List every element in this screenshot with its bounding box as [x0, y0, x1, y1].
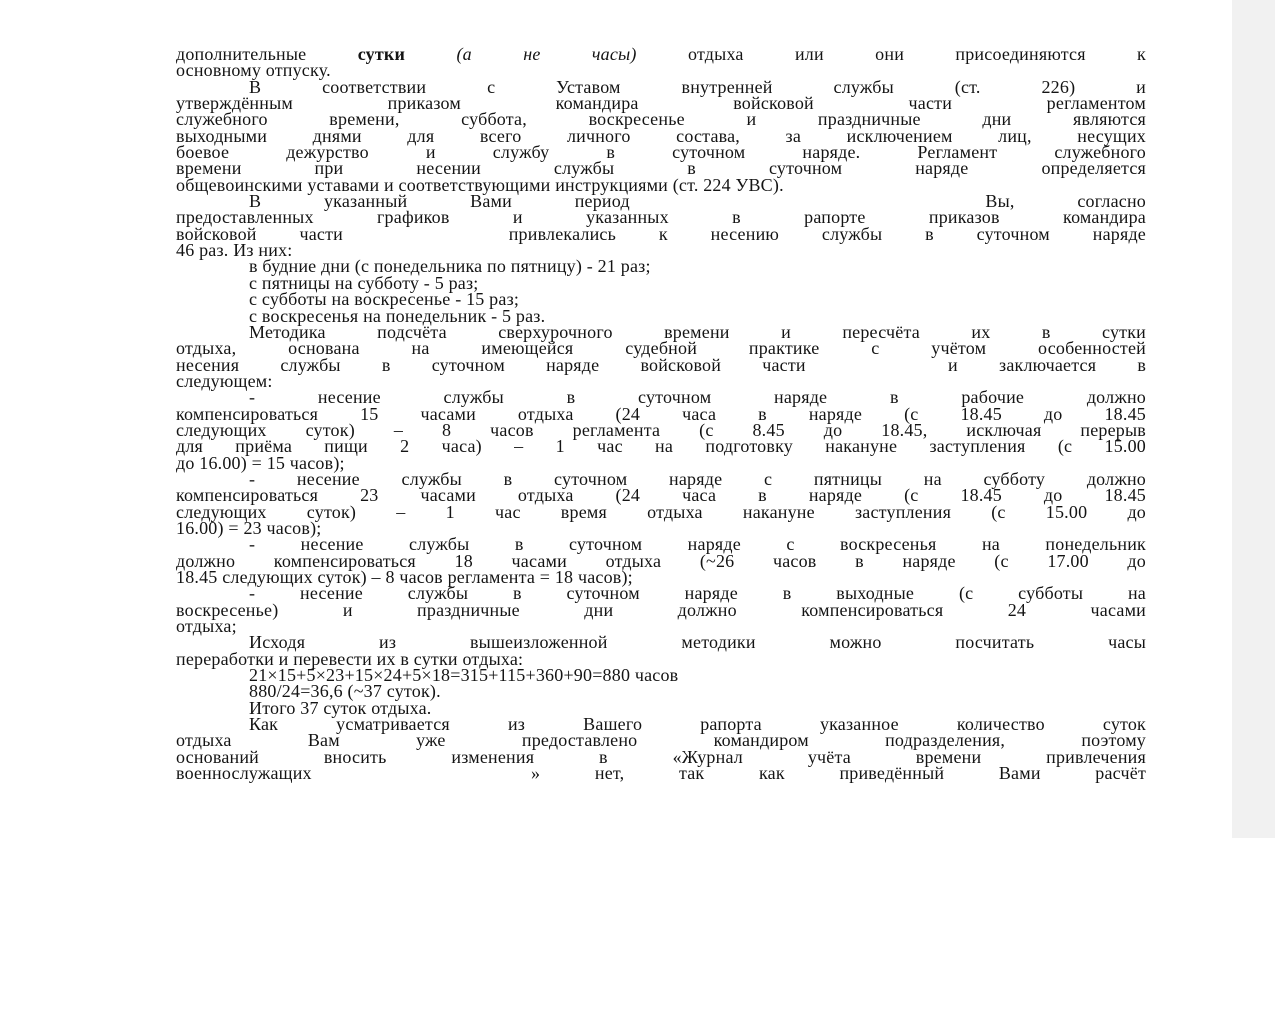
text-line: отдыха Вам уже предоставлено командиром подразделения, поэтому — [176, 730, 1146, 751]
text-line: времени при несении службы в суточном наряде определяется — [176, 158, 1146, 179]
text-line: компенсироваться 23 часами отдыха (24 часа в наряде (с 18.45 до 18.45 — [176, 485, 1146, 506]
list-item: с пятницы на субботу - 5 раз; — [249, 272, 479, 293]
text-line: должно компенсироваться 18 часами отдыха (~26 часов в наряде (с 17.00 до — [176, 550, 1146, 571]
text-line: отдыха, основана на имеющейся судебной практике с учётом особенностей — [176, 338, 1146, 359]
text-line: для приёма пищи 2 часа) – 1 час на подготовку накануне заступления (с 15.00 — [176, 436, 1146, 457]
total-line: Итого 37 суток отдыха. — [249, 697, 432, 718]
document-page — [176, 44, 1147, 784]
list-item: - несение службы в суточном наряде с воскресенья на понедельник — [249, 534, 1146, 555]
text-line: предоставленных графиков и указанных в рапорте приказов командира — [176, 207, 1146, 228]
text-line: несения службы в суточном наряде войсковой части и заключается в — [176, 354, 1147, 375]
text-line: дополнительные сутки (а не часы) отдыха или они присоединяются к — [176, 44, 1146, 64]
bold-word: сутки — [357, 44, 406, 64]
text-line: компенсироваться 15 часами отдыха (24 часа в наряде (с 18.45 до 18.45 — [176, 403, 1146, 424]
text-line: Как усматривается из Вашего рапорта указанное количество суток — [249, 714, 1146, 735]
text-line: отдыха; — [176, 616, 237, 637]
list-item: в будние дни (с понедельника по пятницу) - 21 раз; — [249, 256, 651, 277]
scan-edge-shadow — [1232, 0, 1275, 838]
text-line: следующих суток) – 8 часов регламента (с 8.45 до 18.45, исключая перерыв — [176, 419, 1146, 440]
text-line: следующих суток) – 1 час время отдыха накануне заступления (с 15.00 до — [176, 501, 1146, 522]
text-line: войсковой части привлекались к несению службы в суточном наряде — [176, 223, 1146, 244]
text-line: до 16.00) = 15 часов); — [176, 452, 345, 473]
text-line: служебного времени, суббота, воскресенье и праздничные дни являются — [176, 109, 1146, 130]
text-line: 46 раз. Из них: — [176, 240, 293, 261]
text-line: боевое дежурство и службу в суточном наряде. Регламент служебного — [176, 142, 1146, 163]
calculation-line: 880/24=36,6 (~37 суток). — [249, 681, 441, 702]
list-item: - несение службы в суточном наряде в выходные (с субботы на — [249, 583, 1146, 604]
text-line: 16.00) = 23 часов); — [176, 517, 322, 538]
italic-note: (а не часы) — [405, 44, 637, 64]
text-line: выходными днями для всего личного состава, за исключением лиц, несущих — [176, 125, 1146, 146]
text-line: общевоинскими уставами и соответствующими инструкциями (ст. 224 УВС). — [176, 174, 784, 195]
text-line: переработки и перевести их в сутки отдыха: — [176, 648, 524, 669]
text-line: основному отпуску. — [176, 60, 331, 81]
text-line: воскресенье) и праздничные дни должно компенсироваться 24 часами — [176, 599, 1146, 620]
text-line: следующем: — [176, 370, 273, 391]
list-item: с воскресенья на понедельник - 5 раз. — [249, 305, 546, 326]
text-line: Исходя из вышеизложенной методики можно посчитать часы — [249, 632, 1146, 653]
text-line: оснований вносить изменения в «Журнал учёта времени привлечения — [176, 746, 1146, 767]
list-item: - несение службы в суточном наряде с пятницы на субботу должно — [249, 468, 1146, 489]
calculation-line: 21×15+5×23+15×24+5×18=315+115+360+90=880 часов — [249, 665, 679, 686]
list-item: с субботы на воскресенье - 15 раз; — [249, 289, 520, 310]
text-line: военнослужащих » нет, так как приведённый Вами расчёт — [176, 763, 1147, 784]
list-item: - несение службы в суточном наряде в рабочие должно — [249, 387, 1146, 408]
text-line: Методика подсчёта сверхурочного времени и пересчёта их в сутки — [249, 321, 1146, 342]
text-line: 18.45 следующих суток) – 8 часов регламента = 18 часов); — [176, 567, 633, 587]
text-line: В соответствии с Уставом внутренней службы (ст. 226) и — [249, 76, 1146, 97]
text-line: В указанный Вами период Вы, согласно — [249, 191, 1147, 212]
text-line: утверждённым приказом командира войсковой части регламентом — [176, 93, 1146, 114]
